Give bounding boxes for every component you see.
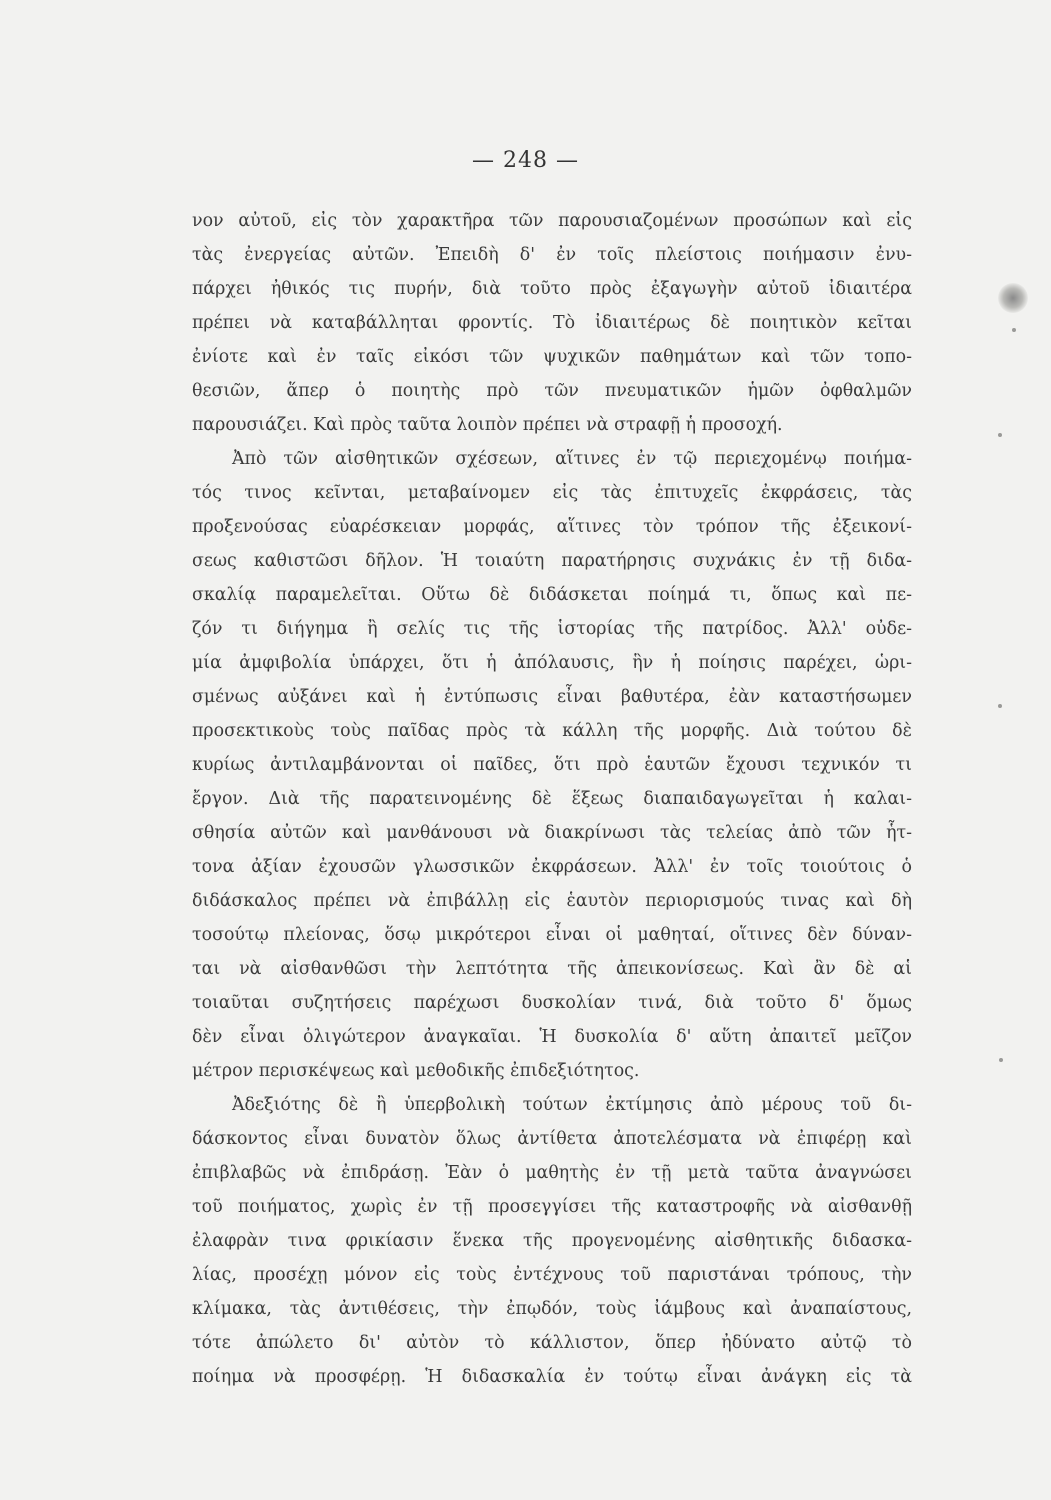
text-line: θεσιῶν, ἅπερ ὁ ποιητὴς πρὸ τῶν πνευματικῶν ἡμῶν ὀφθαλμῶν bbox=[192, 381, 912, 401]
text-line: μία ἀμφιβολία ὑπάρχει, ὅτι ἡ ἀπόλαυσις, ἣν ἡ ποίησις παρέχει, ὡρι- bbox=[192, 653, 912, 673]
text-line: τοσούτῳ πλείονας, ὅσῳ μικρότεροι εἶναι οἱ μαθηταί, οἵτινες δὲν δύναν- bbox=[192, 925, 912, 945]
text-line: ται νὰ αἰσθανθῶσι τὴν λεπτότητα τῆς ἀπεικονίσεως. Καὶ ἂν δὲ αἱ bbox=[192, 959, 912, 979]
text-line: ἐπιβλαβῶς νὰ ἐπιδράσῃ. Ἐὰν ὁ μαθητὴς ἐν τῇ μετὰ ταῦτα ἀναγνώσει bbox=[192, 1163, 912, 1183]
text-line: τονα ἀξίαν ἐχουσῶν γλωσσικῶν ἐκφράσεων. Ἀλλ' ἐν τοῖς τοιούτοις ὁ bbox=[192, 857, 912, 877]
text-line: τὰς ἐνεργείας αὐτῶν. Ἐπειδὴ δ' ἐν τοῖς πλείστοις ποιήμασιν ἐνυ- bbox=[192, 245, 912, 265]
text-line: ἔργον. Διὰ τῆς παρατεινομένης δὲ ἕξεως διαπαιδαγωγεῖται ἡ καλαι- bbox=[192, 789, 912, 809]
text-line: μέτρον περισκέψεως καὶ μεθοδικῆς ἐπιδεξιότητος. bbox=[192, 1061, 640, 1081]
ink-blot bbox=[998, 283, 1028, 313]
text-line: σεως καθιστῶσι δῆλον. Ἡ τοιαύτη παρατήρησις συχνάκις ἐν τῇ διδα- bbox=[192, 551, 912, 571]
text-line: Ἀπὸ τῶν αἰσθητικῶν σχέσεων, αἵτινες ἐν τῷ περιεχομένῳ ποιήμα- bbox=[232, 449, 912, 469]
text-line: τοιαῦται συζητήσεις παρέχωσι δυσκολίαν τινά, διὰ τοῦτο δ' ὅμως bbox=[192, 993, 912, 1013]
text-line: παρουσιάζει. Καὶ πρὸς ταῦτα λοιπὸν πρέπει νὰ στραφῇ ἡ προσοχή. bbox=[192, 415, 783, 435]
text-line: σκαλίᾳ παραμελεῖται. Οὕτω δὲ διδάσκεται ποίημά τι, ὅπως καὶ πε- bbox=[192, 585, 912, 605]
page-number: — 248 — bbox=[472, 148, 579, 173]
text-line: κυρίως ἀντιλαμβάνονται οἱ παῖδες, ὅτι πρὸ ἑαυτῶν ἔχουσι τεχνικόν τι bbox=[192, 755, 912, 775]
text-line: προσεκτικοὺς τοὺς παῖδας πρὸς τὰ κάλλη τῆς μορφῆς. Διὰ τούτου δὲ bbox=[192, 721, 912, 741]
text-line: δὲν εἶναι ὀλιγώτερον ἀναγκαῖαι. Ἡ δυσκολία δ' αὕτη ἀπαιτεῖ μεῖζον bbox=[192, 1027, 912, 1047]
text-line: λίας, προσέχῃ μόνον εἰς τοὺς ἐντέχνους τοῦ παριστάναι τρόπους, τὴν bbox=[192, 1265, 912, 1285]
body-text bbox=[192, 204, 912, 1394]
text-line: νον αὐτοῦ, εἰς τὸν χαρακτῆρα τῶν παρουσιαζομένων προσώπων καὶ εἰς bbox=[192, 211, 912, 231]
text-line: πρέπει νὰ καταβάλληται φροντίς. Τὸ ἰδιαιτέρως δὲ ποιητικὸν κεῖται bbox=[192, 313, 912, 333]
text-line: Ἀδεξιότης δὲ ἢ ὑπερβολικὴ τούτων ἐκτίμησις ἀπὸ μέρους τοῦ δι- bbox=[232, 1095, 912, 1115]
text-line: τοῦ ποιήματος, χωρὶς ἐν τῇ προσεγγίσει τῆς καταστροφῆς νὰ αἰσθανθῇ bbox=[192, 1197, 912, 1217]
text-line: διδάσκαλος πρέπει νὰ ἐπιβάλλῃ εἰς ἑαυτὸν περιορισμούς τινας καὶ δὴ bbox=[192, 891, 912, 911]
text-line: προξενούσας εὐαρέσκειαν μορφάς, αἵτινες τὸν τρόπον τῆς ἐξεικονί- bbox=[192, 517, 912, 537]
text-line: δάσκοντος εἶναι δυνατὸν ὅλως ἀντίθετα ἀποτελέσματα νὰ ἐπιφέρῃ καὶ bbox=[192, 1129, 912, 1149]
speck bbox=[998, 433, 1002, 437]
text-line: ἐνίοτε καὶ ἐν ταῖς εἰκόσι τῶν ψυχικῶν παθημάτων καὶ τῶν τοπο- bbox=[192, 347, 912, 367]
speck bbox=[999, 1058, 1003, 1062]
text-line: σμένως αὐξάνει καὶ ἡ ἐντύπωσις εἶναι βαθυτέρα, ἐὰν καταστήσωμεν bbox=[192, 687, 912, 707]
speck bbox=[1012, 328, 1016, 332]
text-line: τός τινος κεῖνται, μεταβαίνομεν εἰς τὰς ἐπιτυχεῖς ἐκφράσεις, τὰς bbox=[192, 483, 912, 503]
text-line: τότε ἀπώλετο δι' αὐτὸν τὸ κάλλιστον, ὅπερ ἠδύνατο αὐτῷ τὸ bbox=[192, 1333, 912, 1353]
text-line: ποίημα νὰ προσφέρῃ. Ἡ διδασκαλία ἐν τούτῳ εἶναι ἀνάγκη εἰς τὰ bbox=[192, 1367, 912, 1387]
text-line: σθησία αὐτῶν καὶ μανθάνουσι νὰ διακρίνωσι τὰς τελείας ἀπὸ τῶν ἧτ- bbox=[192, 823, 912, 843]
speck bbox=[998, 704, 1002, 708]
text-line: ζόν τι διήγημα ἢ σελίς τις τῆς ἱστορίας τῆς πατρίδος. Ἀλλ' οὐδε- bbox=[192, 619, 912, 639]
text-line: κλίμακα, τὰς ἀντιθέσεις, τὴν ἐπῳδόν, τοὺς ἰάμβους καὶ ἀναπαίστους, bbox=[192, 1299, 912, 1319]
text-line: ἐλαφρὰν τινα φρικίασιν ἕνεκα τῆς προγενομένης αἰσθητικῆς διδασκα- bbox=[192, 1231, 912, 1251]
text-line: πάρχει ἠθικός τις πυρήν, διὰ τοῦτο πρὸς ἐξαγωγὴν αὐτοῦ ἰδιαιτέρα bbox=[192, 279, 912, 299]
